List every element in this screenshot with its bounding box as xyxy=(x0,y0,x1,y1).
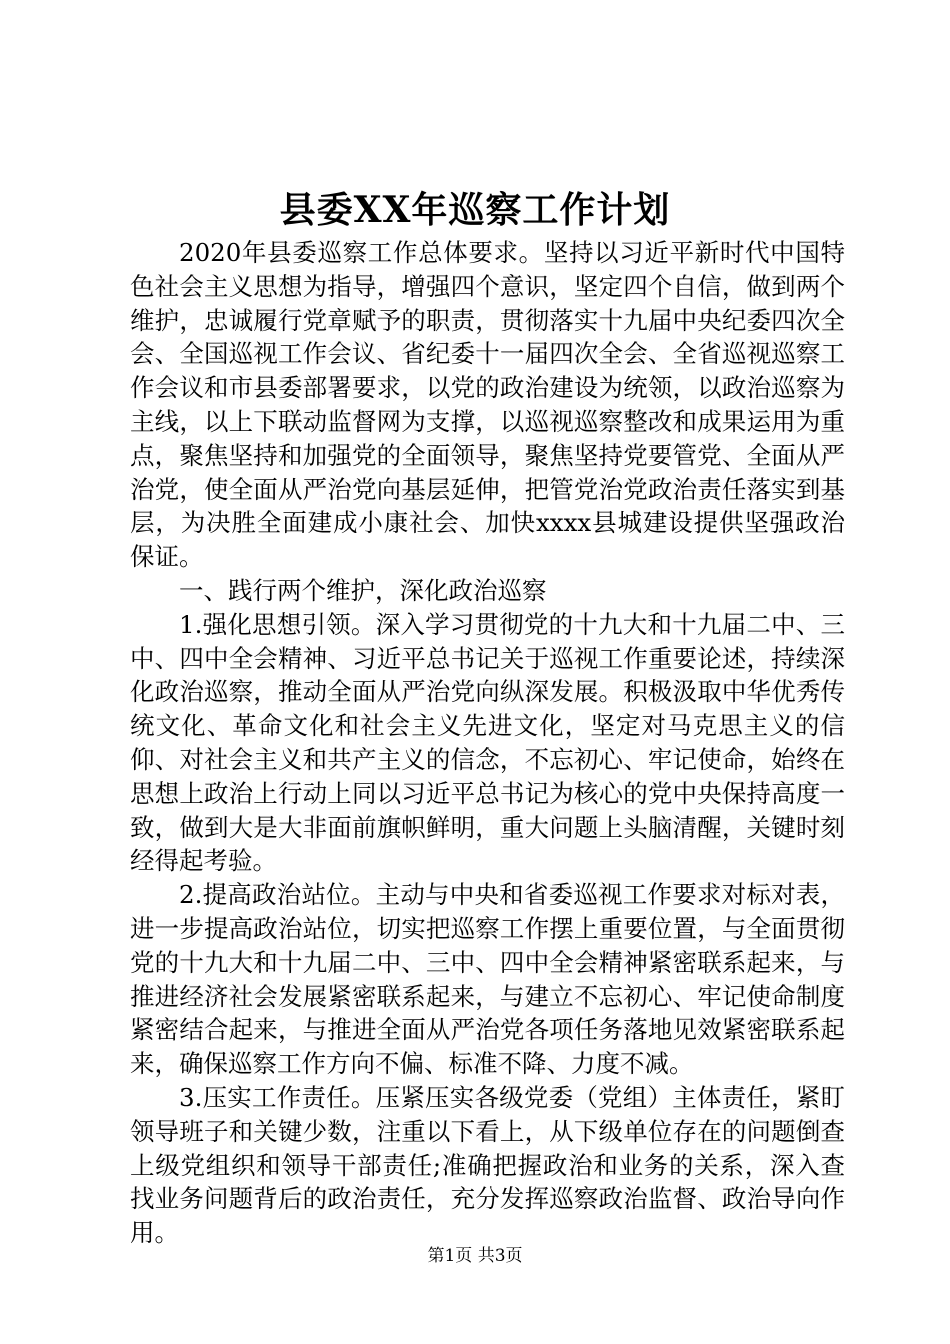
section-heading-1: 一、践行两个维护，深化政治巡察 xyxy=(179,575,547,605)
page-number-footer: 第1页 共3页 xyxy=(427,1246,523,1266)
paragraph-item-2: 2.提高政治站位。主动与中央和省委巡视工作要求对标对表，进一步提高政治站位，切实把巡察工作摆上重要位置，与全面贯彻党的十九大和十九届二中、三中、四中全会精神紧密联系起来，与推进经济社会发展紧密联系起来，与建立不忘初心、牢记使命制度紧密结合起来，与推进全面从严治党各项任务落地见效紧密联系起来，确保巡察工作方向不偏、标准不降、力度不减。 xyxy=(130,880,845,1079)
document-body xyxy=(130,236,845,1250)
paragraph-item-3: 3.压实工作责任。压紧压实各级党委（党组）主体责任，紧盯领导班子和关键少数，注重以下看上，从下级单位存在的问题倒查上级党组织和领导干部责任;准确把握政治和业务的关系，深入查找业务问题背后的政治责任，充分发挥巡察政治监督、政治导向作用。 xyxy=(130,1082,845,1248)
document-title: 县委XX年巡察工作计划 xyxy=(279,189,671,231)
paragraph-item-1: 1.强化思想引领。深入学习贯彻党的十九大和十九届二中、三中、四中全会精神、习近平总书记关于巡视工作重要论述，持续深化政治巡察，推动全面从严治党向纵深发展。积极汲取中华优秀传统文化、革命文化和社会主义先进文化，坚定对马克思主义的信仰、对社会主义和共产主义的信念，不忘初心、牢记使命，始终在思想上政治上行动上同以习近平总书记为核心的党中央保持高度一致，做到大是大非面前旗帜鲜明，重大问题上头脑清醒，关键时刻经得起考验。 xyxy=(130,609,845,876)
paragraph-overall-requirements: 2020年县委巡察工作总体要求。坚持以习近平新时代中国特色社会主义思想为指导，增强四个意识，坚定四个自信，做到两个维护，忠诚履行党章赋予的职责，贯彻落实十九届中央纪委四次全会、全国巡视工作会议、省纪委十一届四次全会、全省巡视巡察工作会议和市县委部署要求，以党的政治建设为统领，以政治巡察为主线，以上下联动监督网为支撑，以巡视巡察整改和成果运用为重点，聚焦坚持和加强党的全面领导，聚焦坚持党要管党、全面从严治党，使全面从严治党向基层延伸，把管党治党政治责任落实到基层，为决胜全面建成小康社会、加快xxxx县城建设提供坚强政治保证。 xyxy=(130,238,845,572)
